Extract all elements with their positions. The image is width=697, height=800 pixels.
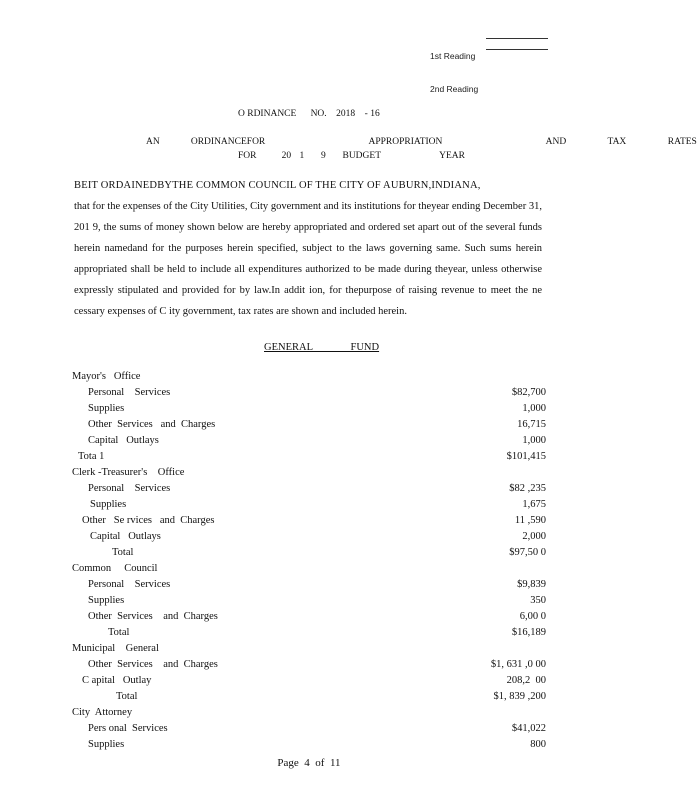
table-row: [72, 497, 546, 513]
line-item-amount: $41,022: [511, 723, 546, 734]
line-item-amount: $97,50 0: [509, 547, 546, 558]
line-item-label: Other Services and Charges: [88, 659, 218, 670]
table-row: [72, 401, 546, 417]
table-row: [72, 481, 546, 497]
line-item-label: Clerk -Treasurer's Office: [72, 467, 185, 478]
line-item-label: Total: [108, 627, 130, 638]
table-row: [72, 385, 546, 401]
table-row: [72, 737, 546, 753]
intro-first-line: BEIT ORDAINEDBYTHE COMMON COUNCIL OF THE CITY OF AUBURN,INDIANA,: [74, 180, 481, 191]
line-item-amount: $101,415: [506, 451, 546, 462]
table-row: [72, 433, 546, 449]
line-item-label: Other Services and Charges: [88, 611, 218, 622]
line-item-label: Personal Services: [88, 483, 171, 494]
line-item-amount: 350: [530, 595, 546, 606]
line-item-label: Supplies: [88, 739, 125, 750]
line-item-label: Tota 1: [78, 451, 105, 462]
line-item-label: Personal Services: [88, 387, 171, 398]
first-reading-line: [486, 38, 548, 39]
table-row: [72, 561, 546, 577]
line-item-amount: 800: [530, 739, 546, 750]
line-item-label: Supplies: [90, 499, 127, 510]
second-reading-line: [486, 49, 548, 50]
line-item-label: Common Council: [72, 563, 158, 574]
line-item-amount: $82,700: [511, 387, 546, 398]
line-item-label: Capital Outlays: [88, 435, 159, 446]
line-item-label: Capital Outlays: [90, 531, 161, 542]
intro-body: that for the expenses of the City Utilities, City government and its institutions for theyear ending December 31, 201 9, the sums of money shown below are hereby appropriated and ordered set apart out of the several funds herein namedand for the purposes herein specified, subject to the laws governing same. Such sums herein appropriated shall be held to include all expenditures authorized to be made during theyear, unless otherwise expressly stipulated and provided for by law.In addit ion, for thepurpose of raising revenue to meet the ne cessary expenses of C ity government, tax rates are shown and included herein.: [74, 201, 542, 317]
line-item-label: Other Se rvices and Charges: [82, 515, 215, 526]
line-item-label: Municipal General: [72, 643, 159, 654]
table-row: [72, 545, 546, 561]
table-row: [72, 641, 546, 657]
table-row: [72, 705, 546, 721]
table-row: [72, 465, 546, 481]
line-item-label: Total: [116, 691, 138, 702]
table-row: [72, 673, 546, 689]
line-item-label: C apital Outlay: [82, 675, 152, 686]
line-item-label: Supplies: [88, 403, 125, 414]
page-number: Page 4 of 11: [277, 757, 341, 769]
line-item-amount: 1,000: [522, 435, 546, 446]
ordinance-number: O RDINANCE NO. 2018 - 16: [238, 109, 380, 119]
first-reading-label: 1st Reading: [430, 51, 476, 61]
table-row: [72, 721, 546, 737]
line-item-label: Mayor's Office: [72, 371, 141, 382]
table-row: [72, 689, 546, 705]
table-row: [72, 609, 546, 625]
reading-labels: [430, 29, 478, 106]
line-item-amount: $1, 631 ,0 00: [490, 659, 546, 670]
line-item-amount: 2,000: [522, 531, 546, 542]
line-item-label: Other Services and Charges: [88, 419, 216, 430]
table-row: [72, 625, 546, 641]
line-item-label: Pers onal Services: [88, 723, 168, 734]
line-item-amount: $9,839: [517, 579, 546, 590]
line-item-label: Personal Services: [88, 579, 171, 590]
appropriation-list: [72, 369, 546, 753]
table-row: [72, 657, 546, 673]
line-item-amount: 6,00 0: [519, 611, 546, 622]
intro-paragraph: [74, 175, 542, 322]
line-item-amount: 11 ,590: [514, 515, 546, 526]
line-item-label: Total: [112, 547, 134, 558]
table-row: [72, 513, 546, 529]
line-item-amount: 1,000: [522, 403, 546, 414]
line-item-label: Supplies: [88, 595, 125, 606]
line-item-amount: $1, 839 ,200: [493, 691, 546, 702]
table-row: [72, 449, 546, 465]
ordinance-subtitle-line1: AN ORDINANCEFOR APPROPRIATION AND TAX RATES: [146, 137, 697, 147]
table-row: [72, 577, 546, 593]
line-item-amount: $16,189: [511, 627, 546, 638]
line-item-amount: 1,675: [522, 499, 546, 510]
table-row: [72, 369, 546, 385]
line-item-amount: 16,715: [517, 419, 546, 430]
table-row: [72, 529, 546, 545]
line-item-label: City Attorney: [72, 707, 133, 718]
second-reading-label: 2nd Reading: [430, 84, 479, 94]
fund-title: GENERAL FUND: [264, 342, 380, 353]
table-row: [72, 593, 546, 609]
ordinance-subtitle-line2: FOR 20 1 9 BUDGET YEAR: [238, 151, 465, 161]
line-item-amount: 208,2 00: [506, 675, 546, 686]
table-row: [72, 417, 546, 433]
line-item-amount: $82 ,235: [509, 483, 546, 494]
